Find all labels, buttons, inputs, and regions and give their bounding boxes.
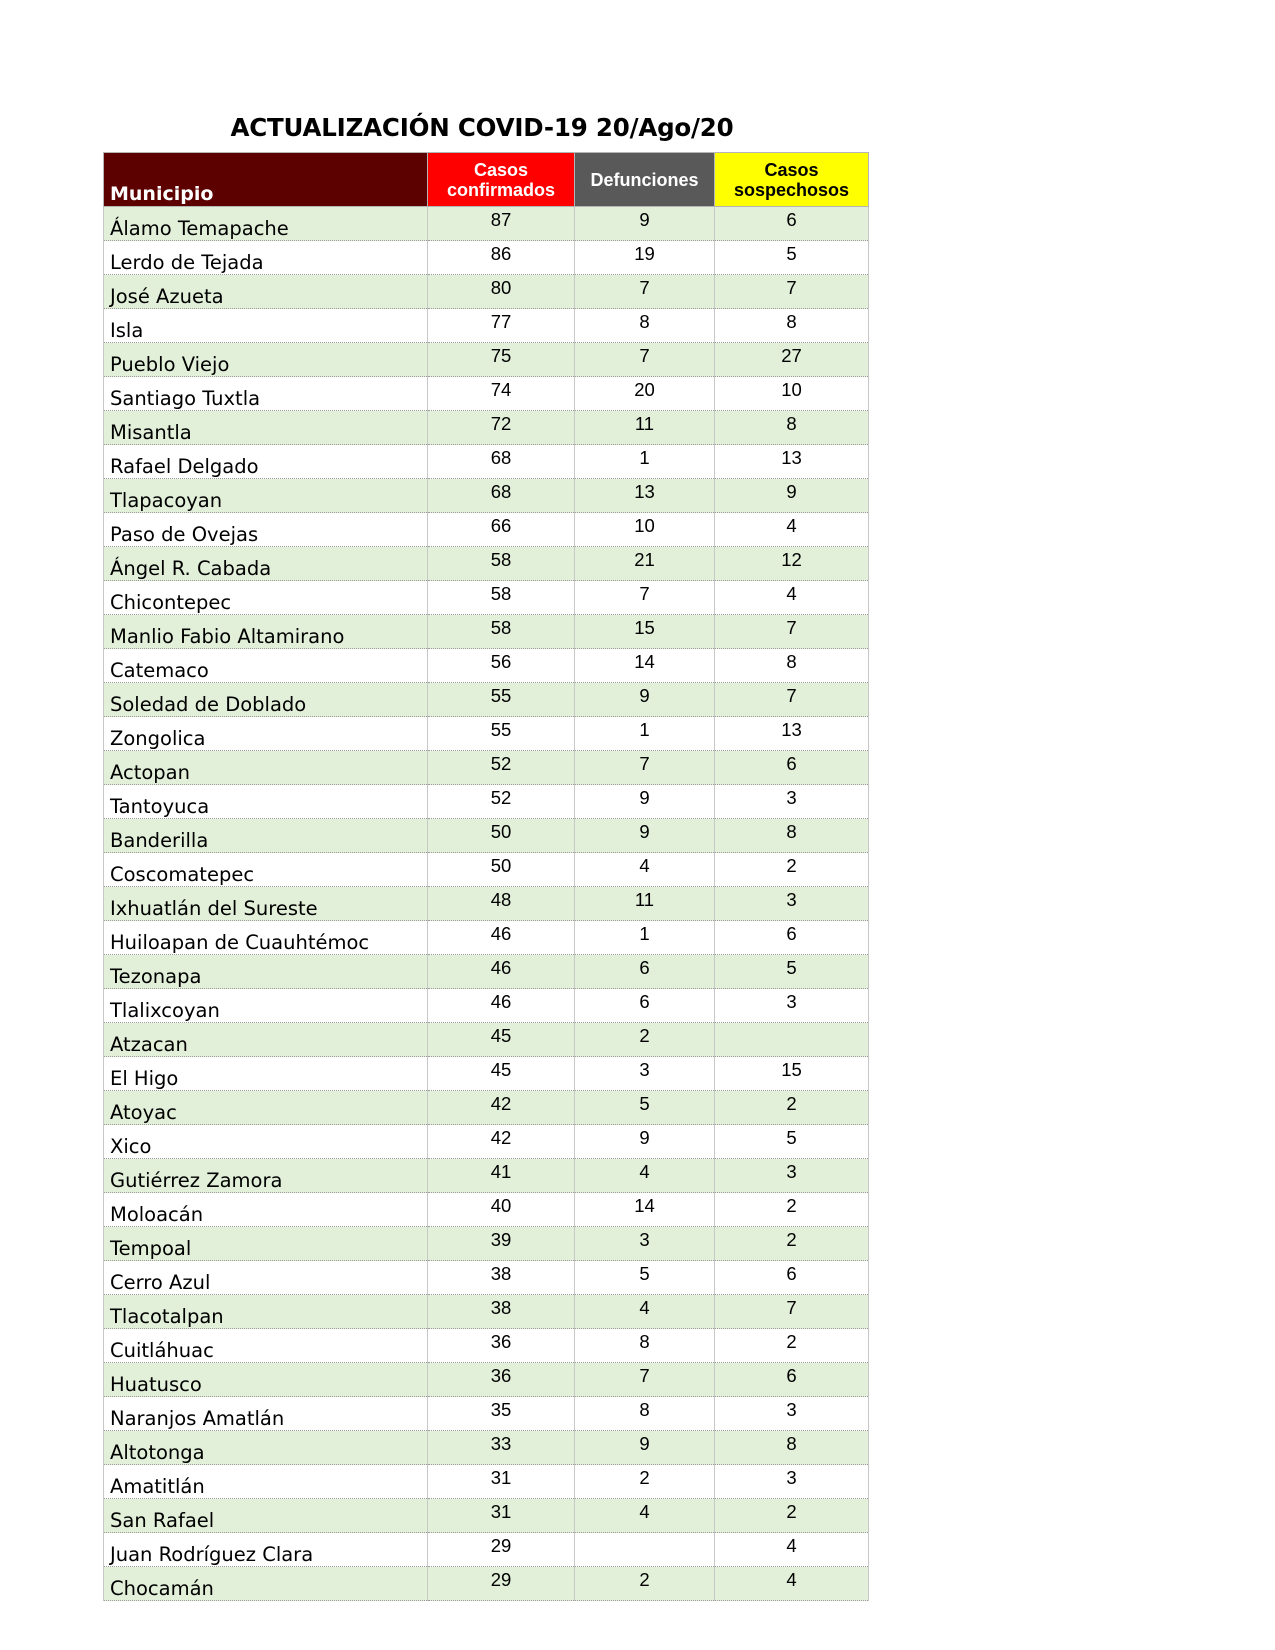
- sospechosos-cell: 2: [715, 1499, 869, 1533]
- municipio-cell: Chocamán: [104, 1567, 428, 1601]
- confirmados-cell: 68: [428, 445, 575, 479]
- confirmados-cell: 41: [428, 1159, 575, 1193]
- header-casos-sospechosos: Casos sospechosos: [715, 153, 869, 207]
- municipio-cell: Actopan: [104, 751, 428, 785]
- confirmados-cell: 36: [428, 1329, 575, 1363]
- table-row: [104, 309, 869, 343]
- confirmados-cell: 42: [428, 1125, 575, 1159]
- table-row: [104, 921, 869, 955]
- sospechosos-cell: 3: [715, 989, 869, 1023]
- sospechosos-cell: 15: [715, 1057, 869, 1091]
- municipio-cell: Soledad de Doblado: [104, 683, 428, 717]
- confirmados-cell: 87: [428, 207, 575, 241]
- confirmados-cell: 58: [428, 581, 575, 615]
- sospechosos-cell: 5: [715, 955, 869, 989]
- defunciones-cell: 3: [575, 1227, 715, 1261]
- defunciones-cell: 9: [575, 819, 715, 853]
- confirmados-cell: 72: [428, 411, 575, 445]
- sospechosos-cell: 2: [715, 1227, 869, 1261]
- municipio-cell: Xico: [104, 1125, 428, 1159]
- municipio-cell: Altotonga: [104, 1431, 428, 1465]
- defunciones-cell: 20: [575, 377, 715, 411]
- municipio-cell: Moloacán: [104, 1193, 428, 1227]
- confirmados-cell: 33: [428, 1431, 575, 1465]
- table-row: [104, 1227, 869, 1261]
- defunciones-cell: 1: [575, 921, 715, 955]
- defunciones-cell: 4: [575, 1499, 715, 1533]
- defunciones-cell: 4: [575, 1159, 715, 1193]
- confirmados-cell: 38: [428, 1261, 575, 1295]
- confirmados-cell: 75: [428, 343, 575, 377]
- defunciones-cell: 14: [575, 1193, 715, 1227]
- defunciones-cell: [575, 1533, 715, 1567]
- sospechosos-cell: 2: [715, 1193, 869, 1227]
- municipio-cell: Tantoyuca: [104, 785, 428, 819]
- sospechosos-cell: 5: [715, 1125, 869, 1159]
- municipio-cell: Santiago Tuxtla: [104, 377, 428, 411]
- municipio-cell: Huiloapan de Cuauhtémoc: [104, 921, 428, 955]
- sospechosos-cell: 13: [715, 717, 869, 751]
- defunciones-cell: 7: [575, 1363, 715, 1397]
- confirmados-cell: 68: [428, 479, 575, 513]
- defunciones-cell: 8: [575, 1329, 715, 1363]
- municipio-cell: Banderilla: [104, 819, 428, 853]
- municipio-cell: Atoyac: [104, 1091, 428, 1125]
- municipio-cell: Amatitlán: [104, 1465, 428, 1499]
- table-row: [104, 547, 869, 581]
- municipio-cell: Isla: [104, 309, 428, 343]
- confirmados-cell: 31: [428, 1465, 575, 1499]
- municipio-cell: Catemaco: [104, 649, 428, 683]
- sospechosos-cell: 6: [715, 1363, 869, 1397]
- municipio-cell: Tempoal: [104, 1227, 428, 1261]
- municipio-cell: Juan Rodríguez Clara: [104, 1533, 428, 1567]
- sospechosos-cell: 2: [715, 853, 869, 887]
- municipio-cell: Tlapacoyan: [104, 479, 428, 513]
- table-row: [104, 1023, 869, 1057]
- sospechosos-cell: 9: [715, 479, 869, 513]
- confirmados-cell: 80: [428, 275, 575, 309]
- confirmados-cell: 55: [428, 683, 575, 717]
- table-row: [104, 1499, 869, 1533]
- municipio-cell: Misantla: [104, 411, 428, 445]
- table-row: [104, 887, 869, 921]
- defunciones-cell: 9: [575, 1125, 715, 1159]
- table-row: [104, 1091, 869, 1125]
- sospechosos-cell: 7: [715, 275, 869, 309]
- confirmados-cell: 39: [428, 1227, 575, 1261]
- table-row: [104, 513, 869, 547]
- municipio-cell: Atzacan: [104, 1023, 428, 1057]
- header-municipio: Municipio: [104, 153, 428, 207]
- covid-table: [103, 152, 869, 1601]
- table-row: [104, 683, 869, 717]
- municipio-cell: Ángel R. Cabada: [104, 547, 428, 581]
- table-row: [104, 1329, 869, 1363]
- defunciones-cell: 11: [575, 887, 715, 921]
- confirmados-cell: 31: [428, 1499, 575, 1533]
- table-row: [104, 1193, 869, 1227]
- confirmados-cell: 45: [428, 1057, 575, 1091]
- header-casos-confirmados: Casos confirmados: [428, 153, 575, 207]
- sospechosos-cell: 2: [715, 1091, 869, 1125]
- sospechosos-cell: 4: [715, 581, 869, 615]
- table-header-row: [104, 153, 869, 207]
- confirmados-cell: 35: [428, 1397, 575, 1431]
- sospechosos-cell: 2: [715, 1329, 869, 1363]
- sospechosos-cell: 7: [715, 683, 869, 717]
- confirmados-cell: 46: [428, 955, 575, 989]
- confirmados-cell: 52: [428, 751, 575, 785]
- municipio-cell: Paso de Ovejas: [104, 513, 428, 547]
- defunciones-cell: 7: [575, 751, 715, 785]
- municipio-cell: Rafael Delgado: [104, 445, 428, 479]
- defunciones-cell: 6: [575, 989, 715, 1023]
- defunciones-cell: 19: [575, 241, 715, 275]
- sospechosos-cell: 3: [715, 1159, 869, 1193]
- sospechosos-cell: 6: [715, 751, 869, 785]
- defunciones-cell: 4: [575, 1295, 715, 1329]
- confirmados-cell: 29: [428, 1567, 575, 1601]
- table-row: [104, 1159, 869, 1193]
- municipio-cell: Pueblo Viejo: [104, 343, 428, 377]
- defunciones-cell: 3: [575, 1057, 715, 1091]
- municipio-cell: San Rafael: [104, 1499, 428, 1533]
- table-row: [104, 649, 869, 683]
- sospechosos-cell: 27: [715, 343, 869, 377]
- table-row: [104, 1363, 869, 1397]
- confirmados-cell: 42: [428, 1091, 575, 1125]
- defunciones-cell: 6: [575, 955, 715, 989]
- defunciones-cell: 15: [575, 615, 715, 649]
- sospechosos-cell: 6: [715, 1261, 869, 1295]
- table-row: [104, 343, 869, 377]
- municipio-cell: Chicontepec: [104, 581, 428, 615]
- table-row: [104, 853, 869, 887]
- defunciones-cell: 21: [575, 547, 715, 581]
- sospechosos-cell: 6: [715, 921, 869, 955]
- sospechosos-cell: 8: [715, 411, 869, 445]
- defunciones-cell: 7: [575, 343, 715, 377]
- defunciones-cell: 13: [575, 479, 715, 513]
- table-row: [104, 275, 869, 309]
- sospechosos-cell: 5: [715, 241, 869, 275]
- sospechosos-cell: 3: [715, 1397, 869, 1431]
- table-row: [104, 581, 869, 615]
- sospechosos-cell: 7: [715, 615, 869, 649]
- table-row: [104, 1125, 869, 1159]
- defunciones-cell: 2: [575, 1465, 715, 1499]
- municipio-cell: Cuitláhuac: [104, 1329, 428, 1363]
- confirmados-cell: 40: [428, 1193, 575, 1227]
- defunciones-cell: 9: [575, 207, 715, 241]
- municipio-cell: Tlalixcoyan: [104, 989, 428, 1023]
- confirmados-cell: 58: [428, 547, 575, 581]
- confirmados-cell: 48: [428, 887, 575, 921]
- sospechosos-cell: 4: [715, 1567, 869, 1601]
- municipio-cell: El Higo: [104, 1057, 428, 1091]
- table-row: [104, 751, 869, 785]
- sospechosos-cell: 4: [715, 1533, 869, 1567]
- confirmados-cell: 74: [428, 377, 575, 411]
- table-row: [104, 241, 869, 275]
- sospechosos-cell: [715, 1023, 869, 1057]
- table-row: [104, 1431, 869, 1465]
- defunciones-cell: 14: [575, 649, 715, 683]
- table-row: [104, 1533, 869, 1567]
- table-row: [104, 1465, 869, 1499]
- confirmados-cell: 86: [428, 241, 575, 275]
- confirmados-cell: 55: [428, 717, 575, 751]
- sospechosos-cell: 13: [715, 445, 869, 479]
- defunciones-cell: 2: [575, 1567, 715, 1601]
- table-row: [104, 785, 869, 819]
- municipio-cell: Cerro Azul: [104, 1261, 428, 1295]
- sospechosos-cell: 3: [715, 1465, 869, 1499]
- table-row: [104, 615, 869, 649]
- defunciones-cell: 9: [575, 683, 715, 717]
- sospechosos-cell: 8: [715, 1431, 869, 1465]
- confirmados-cell: 45: [428, 1023, 575, 1057]
- confirmados-cell: 46: [428, 989, 575, 1023]
- table-row: [104, 479, 869, 513]
- defunciones-cell: 9: [575, 785, 715, 819]
- table-body: [104, 207, 869, 1601]
- table-row: [104, 989, 869, 1023]
- confirmados-cell: 50: [428, 853, 575, 887]
- sospechosos-cell: 12: [715, 547, 869, 581]
- table-row: [104, 1397, 869, 1431]
- confirmados-cell: 66: [428, 513, 575, 547]
- municipio-cell: Tlacotalpan: [104, 1295, 428, 1329]
- confirmados-cell: 46: [428, 921, 575, 955]
- table-row: [104, 717, 869, 751]
- sospechosos-cell: 4: [715, 513, 869, 547]
- defunciones-cell: 5: [575, 1261, 715, 1295]
- defunciones-cell: 1: [575, 717, 715, 751]
- municipio-cell: Gutiérrez Zamora: [104, 1159, 428, 1193]
- municipio-cell: Tezonapa: [104, 955, 428, 989]
- sospechosos-cell: 10: [715, 377, 869, 411]
- municipio-cell: Ixhuatlán del Sureste: [104, 887, 428, 921]
- confirmados-cell: 77: [428, 309, 575, 343]
- defunciones-cell: 8: [575, 309, 715, 343]
- table-row: [104, 445, 869, 479]
- confirmados-cell: 50: [428, 819, 575, 853]
- table-row: [104, 955, 869, 989]
- defunciones-cell: 11: [575, 411, 715, 445]
- defunciones-cell: 5: [575, 1091, 715, 1125]
- sospechosos-cell: 3: [715, 887, 869, 921]
- confirmados-cell: 29: [428, 1533, 575, 1567]
- sospechosos-cell: 8: [715, 649, 869, 683]
- header-defunciones: Defunciones: [575, 153, 715, 207]
- confirmados-cell: 56: [428, 649, 575, 683]
- municipio-cell: Huatusco: [104, 1363, 428, 1397]
- defunciones-cell: 2: [575, 1023, 715, 1057]
- defunciones-cell: 8: [575, 1397, 715, 1431]
- municipio-cell: Coscomatepec: [104, 853, 428, 887]
- table-row: [104, 1057, 869, 1091]
- defunciones-cell: 7: [575, 275, 715, 309]
- sospechosos-cell: 8: [715, 819, 869, 853]
- defunciones-cell: 10: [575, 513, 715, 547]
- table-row: [104, 207, 869, 241]
- municipio-cell: José Azueta: [104, 275, 428, 309]
- table-row: [104, 1567, 869, 1601]
- defunciones-cell: 9: [575, 1431, 715, 1465]
- table-row: [104, 819, 869, 853]
- confirmados-cell: 38: [428, 1295, 575, 1329]
- defunciones-cell: 1: [575, 445, 715, 479]
- municipio-cell: Lerdo de Tejada: [104, 241, 428, 275]
- municipio-cell: Manlio Fabio Altamirano: [104, 615, 428, 649]
- municipio-cell: Zongolica: [104, 717, 428, 751]
- municipio-cell: Álamo Temapache: [104, 207, 428, 241]
- defunciones-cell: 7: [575, 581, 715, 615]
- table-row: [104, 377, 869, 411]
- sospechosos-cell: 7: [715, 1295, 869, 1329]
- defunciones-cell: 4: [575, 853, 715, 887]
- confirmados-cell: 36: [428, 1363, 575, 1397]
- confirmados-cell: 52: [428, 785, 575, 819]
- sospechosos-cell: 3: [715, 785, 869, 819]
- sospechosos-cell: 8: [715, 309, 869, 343]
- sospechosos-cell: 6: [715, 207, 869, 241]
- table-row: [104, 411, 869, 445]
- table-row: [104, 1261, 869, 1295]
- municipio-cell: Naranjos Amatlán: [104, 1397, 428, 1431]
- confirmados-cell: 58: [428, 615, 575, 649]
- table-row: [104, 1295, 869, 1329]
- page-title: ACTUALIZACIÓN COVID-19 20/Ago/20: [230, 113, 734, 142]
